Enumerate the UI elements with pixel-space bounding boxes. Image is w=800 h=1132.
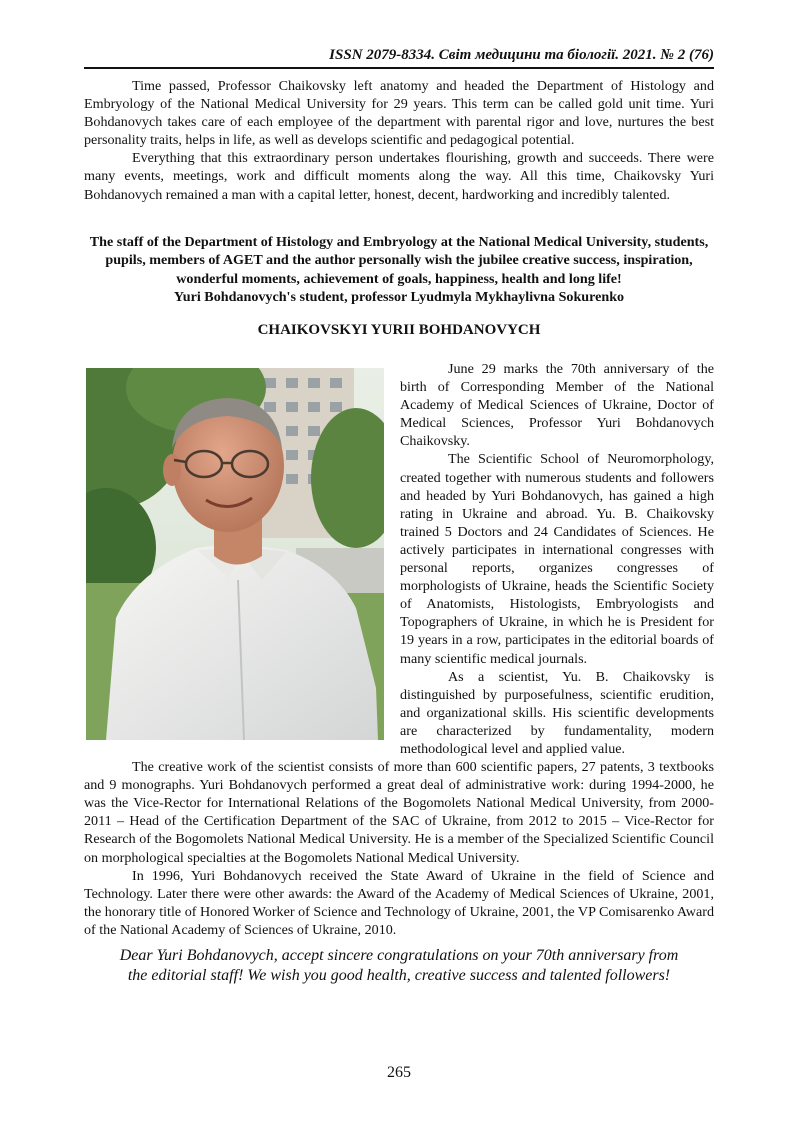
body-paragraph: Everything that this extraordinary person undertakes flourishing, growth and succeeds. There were many events, meetings, work and difficult moments along the way. All this time, Chaikovsky Yuri Bohdanovych remained a man with a capital letter, honest, decent, hardworking and incredibly talented. bbox=[84, 150, 714, 203]
body-paragraph: In 1996, Yuri Bohdanovych received the State Award of Ukraine in the field of Science and Technology. Later there were other awards: the Award of the Academy of Medical Sciences of Ukraine, 2001, the honorary title of Honored Worker of Science and Technology of Ukraine, 2001, the VP Comisarenko Award of the National Academy of Sciences of Ukraine, 2010. bbox=[84, 867, 714, 938]
closing-line: Dear Yuri Bohdanovych, accept sincere congratulations on your 70th anniversary from bbox=[119, 947, 679, 964]
author-signature: Yuri Bohdanovych's student, professor Lyudmyla Mykhaylivna Sokurenko bbox=[173, 289, 625, 306]
closing-line: the editorial staff! We wish you good health, creative success and talented followers! bbox=[127, 967, 671, 984]
running-head: ISSN 2079-8334. Світ медицини та біології. 2021. № 2 (76) bbox=[329, 47, 714, 63]
body-paragraph: The Scientific School of Neuromorphology, created together with numerous students and followers and headed by Yuri Bohdanovych, has gained a high rating in Ukraine and abroad. Yu. B. Chaikovsky trained 5 Doctors and 24 Candidates of Sciences. He actively participates in international congresses with personal reports, organizes congresses of morphologists of Ukraine, heads the Scientific Society of Anatomists, Histologists, Embryologists and Topographers of Ukraine, in which he is President for 19 years in a row, participates in the editorial boards of many scientific medical journals. bbox=[400, 451, 714, 667]
header-rule bbox=[84, 67, 714, 69]
previous-article-text bbox=[84, 77, 714, 204]
wishes-text: The staff of the Department of Histology and Embryology at the National Medical University, students, pupils, members of AGET and the author personally wish the jubilee creative success, inspiration, wonderful moments, achievement of goals, happiness, health and long life! bbox=[89, 234, 709, 287]
jubilee-wishes bbox=[84, 233, 714, 307]
body-paragraph: The creative work of the scientist consists of more than 600 scientific papers, 27 patents, 3 textbooks and 9 monographs. Yuri Bohdanovych performed a great deal of administrative work: during 1994-2000, he was the Vice-Rector for International Relations of the Bogomolets National Medical University, from 2000-2011 – Head of the Certification Department of the SAC of Ukraine, from 2012 to 2015 – Vice-Rector for Research of the Bogomolets National Medical University. He is a member of the Specialized Scientific Council on morphological specialties at the Bogomolets National Medical University. bbox=[84, 759, 714, 866]
article-title: CHAIKOVSKYI YURII BOHDANOVYCH bbox=[257, 322, 541, 338]
page-number: 265 bbox=[387, 1064, 411, 1081]
body-paragraph: Time passed, Professor Chaikovsky left anatomy and headed the Department of Histology and Embryology of the National Medical University for 29 years. This term can be called gold unit time. Yuri Bohdanovych takes care of each employee of the department with parental rigor and love, nurtures the best personality traits, helps in life, as well as develops scientific and pedagogical potential. bbox=[84, 78, 714, 149]
body-paragraph: June 29 marks the 70th anniversary of the birth of Corresponding Member of the National Academy of Medical Sciences of Ukraine, Doctor of Medical Sciences, Professor Yuri Bohdanovych Chaikovsky. bbox=[400, 361, 714, 450]
body-paragraph: As a scientist, Yu. B. Chaikovsky is distinguished by purposefulness, scientific erudition, and organizational skills. His scientific developments are characterized by fundamentality, modern methodological level and applied value. bbox=[400, 668, 714, 757]
article-body bbox=[84, 360, 714, 939]
portrait-photo bbox=[86, 368, 384, 740]
closing-congratulations bbox=[84, 946, 714, 986]
portrait-illustration bbox=[86, 368, 384, 740]
